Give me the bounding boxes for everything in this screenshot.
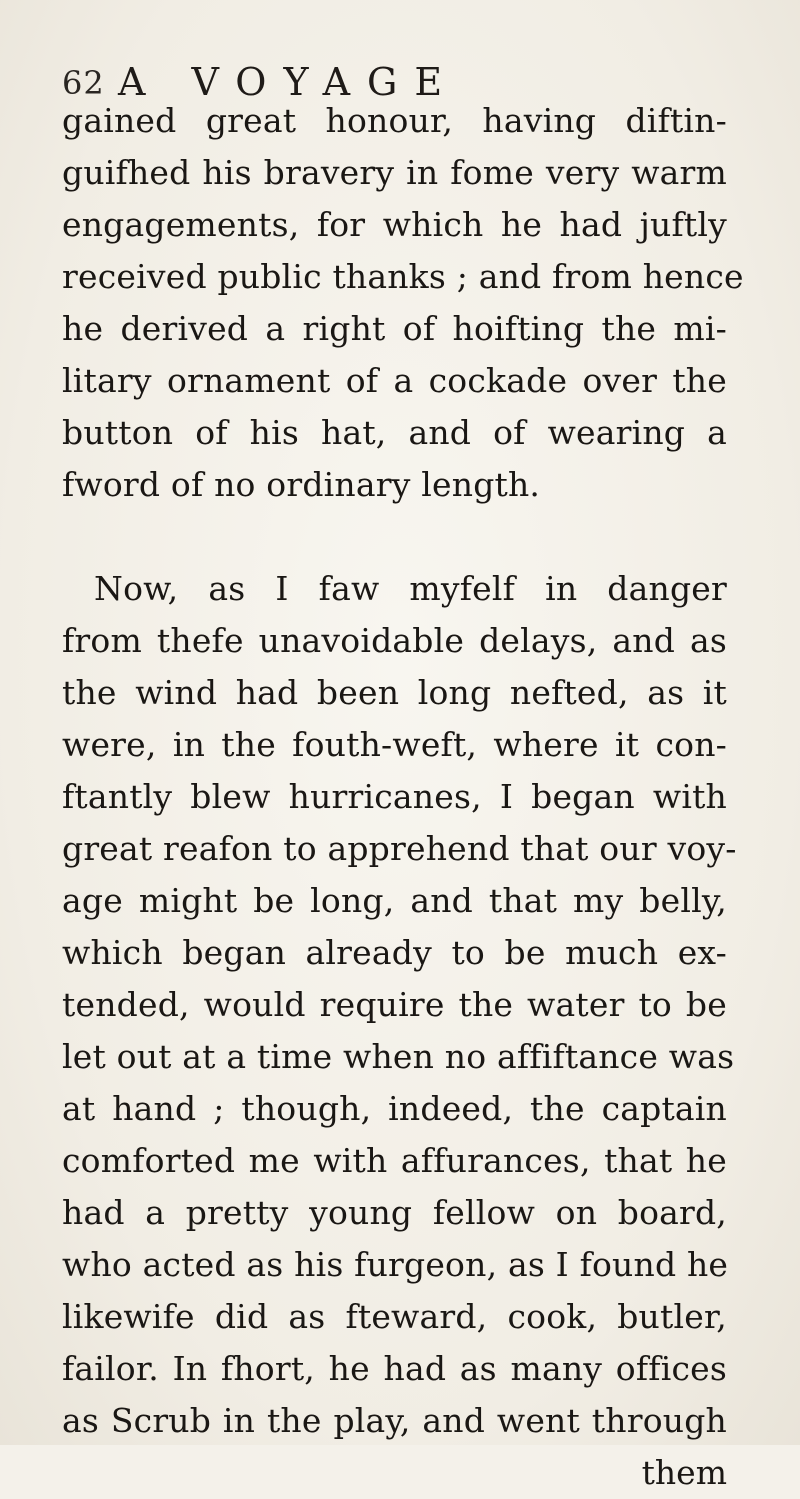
text-line: age might be long, and that my belly, xyxy=(62,881,727,920)
paragraph-2 xyxy=(62,563,737,1447)
paragraph-gap xyxy=(62,511,727,563)
text-line: which began already to be much ex- xyxy=(62,933,727,972)
text-line: received public thanks ; and from hence xyxy=(62,257,744,296)
running-head: A VOYAGE xyxy=(118,60,460,104)
text-line: tended, would require the water to be xyxy=(62,985,727,1024)
text-line: Now, as I faw myfelf in danger xyxy=(94,569,727,608)
text-line: he derived a right of hoifting the mi- xyxy=(62,309,727,348)
text-line: as Scrub in the play, and went through xyxy=(62,1401,727,1440)
text-line: button of his hat, and of wearing a xyxy=(62,413,727,452)
text-line: guifhed his bravery in fome very warm xyxy=(62,153,727,192)
text-line: were, in the fouth-weft, where it con- xyxy=(62,725,727,764)
page-number: 62 xyxy=(62,64,105,102)
text-line: likewife did as fteward, cook, butler, xyxy=(62,1297,727,1336)
text-line: comforted me with affurances, that he xyxy=(62,1141,727,1180)
text-line: who acted as his furgeon, as I found he xyxy=(62,1245,729,1284)
text-line: at hand ; though, indeed, the captain xyxy=(62,1089,727,1128)
paragraph-1 xyxy=(62,95,744,511)
body-text xyxy=(62,95,744,1499)
text-line: from thefe unavoidable delays, and as xyxy=(62,621,727,660)
catchword: them xyxy=(641,1453,727,1492)
text-line: fword of no ordinary length. xyxy=(62,465,541,504)
text-line: litary ornament of a cockade over the xyxy=(62,361,727,400)
text-line: had a pretty young fellow on board, xyxy=(62,1193,727,1232)
text-line: gained great honour, having diftin- xyxy=(62,101,727,140)
text-line: the wind had been long nefted, as it xyxy=(62,673,727,712)
page-header xyxy=(0,40,800,104)
text-line: let out at a time when no affiftance was xyxy=(62,1037,735,1076)
text-line: great reafon to apprehend that our voy- xyxy=(62,829,737,868)
text-line: failor. In fhort, he had as many offices xyxy=(62,1349,727,1388)
text-line: ftantly blew hurricanes, I began with xyxy=(62,777,727,816)
text-line: engagements, for which he had juftly xyxy=(62,205,727,244)
